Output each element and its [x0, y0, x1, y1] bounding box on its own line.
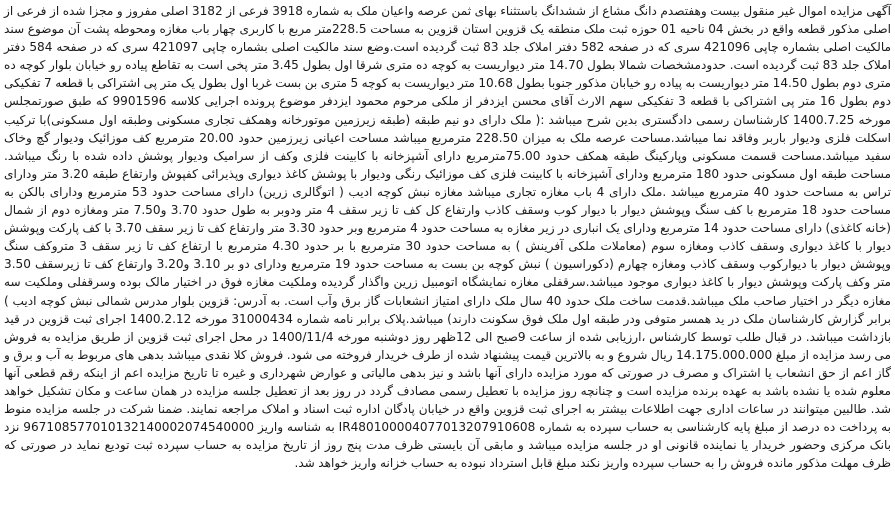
notice-body-text: آگهی مزایده اموال غیر منقول بیست وهفتصدم دانگ مشاع از ششدانگ باستثناء بهای ثمن عرصه واعیان ملک به شماره 3918 فرعی از 3182 اصلی مفروز و مجزا شده از فرعی از اصلی مذکور قطعه واقع در بخش 04 ناحیه 01 حوزه ثبت ملک منطقه یک قزوین استان قزوین به مساحت 228.5متر مربع با کاربری چهار باب مغازه ومحوطه پشت آن موضوع سند مالکیت اصلی بشماره چاپی 421096 سری که در صفحه 582 دفتر املاک جلد 83 ثبت گردیده است.وضع سند مالکیت اصلی بشماره چاپی 421097 سری که در صفحه 584 دفتر املاک جلد 83 ثبت گردیده است. حدودمشخصات شمالا بطول 14.70 متر دیواریست به کوچه ده متری شرقا اول بطول 3.45 متر پخی است به تقاطع پیاده رو خیابان بلوار کوچه ده متری دوم بطول 14.50 متر دیواریست به پیاده رو خیابان مذکور جنوبا بطول 10.68 متر دیواریست به کوچه 5 متری بن بست غربا اول بطول یک متر پی اشتراکی با قطعه 7 تفکیکی دوم بطول 16 متر پی اشتراکی با قطعه 3 تفکیکی سهم الارث آقای محسن ایزدفر از ملکی مرحوم محمود ایزدفر موضوع پرونده اجرایی کلاسه 9901596 که طبق صورتمجلس مورخه 1400.7.25 کارشناسان رسمی دادگستری بدین شرح میباشد :( ملک دارای دو نیم طبقه (طبقه زیرزمین موتورخانه وهمکف تجاری مسکونی وطبقه اول مسکونی)با ترکیب اسکلت فلزی ودیوار باربر وفاقد نما میباشد.مساحت عرصه ملک به میزان 228.50 مترمربع میباشد مساحت اعیانی زیرزمین حدود 20.00 مترمربع کف موزائیک ودیوار گچ وخاک سفید میباشد.مساحت قسمت مسکونی وپارکینگ طبقه همکف حدود 75.00مترمربع دارای آشپزخانه با کابینت فلزی وکف از سرامیک ودیوار پوشش داده شده با رنگ میباشد. مساحت طبقه اول مسکونی حدود 180 مترمربع ودارای آشپزخانه با کابینت فلزی کف موزائیک رنگی ودیوار با پوشش کاغذ دیواری وپذیرائی کفپوش وارتفاع طبقه 3.20 متر ودارای تراس به مساحت حدود 40 مترمربع میباشد .ملک دارای 4 باب مغازه تجاری میباشد مغازه نبش کوچه ادیب ( اتوگالری زرین) دارای مساحت حدود 53 مترمربع ودارای بالکن به مساحت حدود 18 مترمربع با کف سنگ وپوشش دیوار با دیوار کوب وسقف کاذب وارتفاع کل کف تا زیر سقف 4 متر ودوبر به طول حدود 3.70 و7.50 متر ومغازه دوم از شمال (خانه کاغذی) دارای مساحت حدود 14 مترمربع ودارای یک انباری در زیر مغازه به مساحت حدود 4 مترمربع وبر حدود 3.30 متر وارتفاع کف تا زیر سقف 3.70 با کف پارکت وپوشش دیوار با کاغذ دیواری وسقف کاذب ومغازه سوم (معاملات ملکی آفرینش ) به مساحت حدود 30 مترمربع با بر حدود 4.30 مترمربع با ارتفاع کف تا زیر سقف 3 متروکف سنگ وپوشش دیوار با دیوارکوب وسقف کاذب ومغازه چهارم (دکوراسیون ) نبش کوچه بن بست به مساحت حدود 19 مترمربع ودارای دو بر 3.10 و3.20 وارتفاع کف تا زیرسقف 3.50 متر وکف پارکت وپوشش دیوار با کاغذ دیواری موجود میباشد.سرقفلی مغازه نمایشگاه اتومبیل زرین واگذار گردیده وملکیت مغازه فوق در اختیار مالک بوده وسرقفلی وملکیت سه مغازه دیگر در اختیار صاحب ملک میباشد.قدمت ساخت ملک حدود 40 سال ملک دارای امتیاز انشعابات گاز برق وآب است. به آدرس: قزوین بلوار مدرس شمالی نبش کوچه ادیب ) برابر گزارش کارشناسان ملک در ید همسر متوفی ودر طبقه اول ملک فوق سکونت دارند) میباشد.پلاک برابر نامه شماره 31000434 مورخه 1400.2.12 اجرای ثبت قزوین در قید بازداشت میباشد. در قبال طلب توسط کارشناس ،ارزیابی شده از ساعت 9صبح الی 12ظهر روز دوشنبه مورخه 1400/11/4 در محل اجرای ثبت قزوین از طریق مزایده به فروش می رسد مزایده از مبلغ 14.175.000.000 ریال شروع و به بالاترین قیمت پیشنهاد شده از طرف خریدار فروخته می شود. فروش کلا نقدی میباشد بدهی های مربوط به آب و برق و گاز اعم از حق انشعاب یا اشتراک و مصرف در صورتی که مورد مزایده دارای آنها باشد و نیز بدهی مالیاتی و عوارض شهرداری و غیره تا تاریخ مزایده اعم از اینکه رقم قطعی آنها معلوم شده یا نشده باشد به عهده برنده مزایده است و چنانچه روز مزایده با تعطیل رسمی مصادف گردد در روز بعد از تعطیل جلسه مزایده در همان ساعت و مکان تشکیل خواهد شد. طالبین میتوانند در ساعات اداری جهت اطلاعات بیشتر به اجرای ثبت قزوین واقع در خیابان پادگان اداره ثبت اسناد و املاک مراجعه نمایند. ضمنا شرکت در جلسه مزایده منوط به پرداخت ده درصد از مبلغ پایه کارشناسی به حساب سپرده به شماره IR480100004077013207910608 به شناسه واریز 967108577010132140002074540000 نزد بانک مرکزی وحضور خریدار یا نماینده قانونی او در جلسه مزایده میباشد و مابقی آن بایستی ظرف مدت پنج روز از تاریخ مزایده به حساب سپرده ثبت تودیع نماید در صورتی که ظرف مهلت مذکور مانده فروش را به حساب سپرده واریز نکند مبلغ قابل استرداد نبوده به حساب خزانه واریز خواهد شد. — [4, 4, 892, 471]
